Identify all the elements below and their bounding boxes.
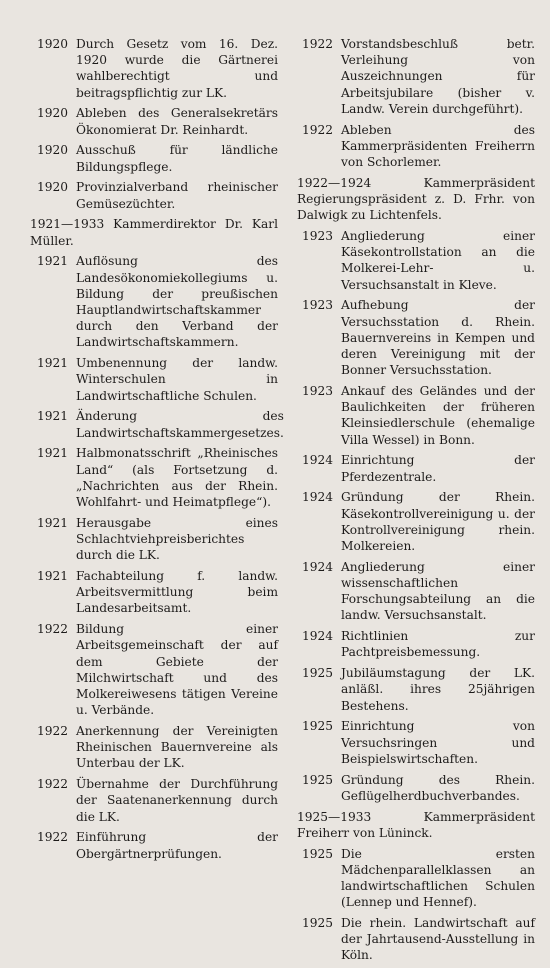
entry-year: 1922 xyxy=(36,724,68,739)
chronology-entry xyxy=(285,297,535,378)
entry-text: 1922—1924 Kammerpräsident Regierungspräsident z. D. Frhr. von Dalwigk zu Lichtenfels. xyxy=(297,175,535,223)
chronology-entry xyxy=(20,723,278,772)
chronology-entry xyxy=(20,142,278,174)
entry-year: 1925 xyxy=(301,916,333,931)
entry-year: 1920 xyxy=(36,143,68,158)
entry-text: Angliederung einer Käsekontrollstation an die Molkerei-Lehr- u. Versuchsanstalt in Kleve. xyxy=(341,229,535,292)
entry-year: 1921 xyxy=(36,409,68,424)
entry-year: 1923 xyxy=(301,229,333,244)
entry-text: Durch Gesetz vom 16. Dez. 1920 wurde die Gärtnerei wahlberechtigt und beitragspflichtig zur LK. xyxy=(76,37,278,100)
entry-year: 1921 xyxy=(36,569,68,584)
entry-text: Ableben des Generalsekretärs Ökonomierat Dr. Reinhardt. xyxy=(76,106,278,137)
entry-text: Die ersten Mädchenparallelklassen an landwirtschaftlichen Schulen (Lennep und Hennef). xyxy=(341,846,535,910)
chronology-entry xyxy=(20,253,278,350)
entry-text: Die rhein. Landwirtschaft auf der Jahrtausend-Ausstellung in Köln. xyxy=(341,916,535,963)
entry-year: 1924 xyxy=(301,453,333,468)
entry-text: Halbmonatsschrift „Rheinisches Land“ (als Fortsetzung d. „Nachrichten aus der Rhein. Wohlfahrt- und Heimatpflege“). xyxy=(76,446,278,510)
entry-text: Gründung der Rhein. Käsekontrollvereinigung u. der Kontrollvereinigung rhein. Molkereien. xyxy=(341,490,535,554)
chronology-entry xyxy=(20,408,284,440)
entry-year: 1924 xyxy=(301,629,333,644)
chronology-entry xyxy=(285,809,535,841)
chronology-entry xyxy=(20,216,278,248)
entry-text: Richtlinien zur Pachtpreisbemessung. xyxy=(341,629,535,660)
entry-text: Provinzialverband rheinischer Gemüsezüchter. xyxy=(76,180,278,211)
entry-year: 1921 xyxy=(36,356,68,371)
entry-text: Angliederung einer wissenschaftlichen Forschungsabteilung an die landw. Versuchsanstalt. xyxy=(341,559,535,623)
entry-year: 1925 xyxy=(301,666,333,681)
chronology-entry xyxy=(20,179,278,211)
entry-text: Übernahme der Durchführung der Saatenanerkennung durch die LK. xyxy=(76,777,278,824)
chronology-entry xyxy=(285,772,535,804)
entry-year: 1925 xyxy=(301,719,333,734)
entry-text: 1921—1933 Kammerdirektor Dr. Karl Müller. xyxy=(30,217,278,248)
chronology-entry xyxy=(20,515,278,564)
entry-text: Gründung des Rhein. Geflügelherdbuchverbandes. xyxy=(341,772,535,803)
entry-year: 1922 xyxy=(36,622,68,637)
entry-text: Aufhebung der Versuchsstation d. Rhein. Bauernvereins in Kempen und deren Vereinigung mit der Bonner Versuchsstation. xyxy=(341,298,535,378)
entry-year: 1922 xyxy=(36,830,68,845)
entry-text: Bildung einer Arbeitsgemeinschaft der auf dem Gebiete der Milchwirtschaft und des Molkereiwesens tätigen Vereine u. Verbände. xyxy=(76,622,278,718)
chronology-entry xyxy=(20,568,278,617)
entry-text: Vorstandsbeschluß betr. Verleihung von Auszeichnungen für Arbeitsjubilare (bisher v. Landw. Verein durchgeführt). xyxy=(341,37,535,116)
chronology-entry xyxy=(285,122,535,171)
entry-year: 1925 xyxy=(301,846,333,861)
left-column xyxy=(20,36,284,866)
entry-text: Fachabteilung f. landw. Arbeitsvermittlung beim Landesarbeitsamt. xyxy=(76,569,278,616)
chronology-entry xyxy=(20,36,278,101)
chronology-entry xyxy=(285,628,535,660)
entry-year: 1923 xyxy=(301,384,333,399)
entry-year: 1920 xyxy=(36,106,68,121)
entry-year: 1923 xyxy=(301,298,333,313)
entry-year: 1921 xyxy=(36,446,68,461)
chronology-entry xyxy=(285,383,535,448)
chronology-entry xyxy=(20,829,278,861)
entry-year: 1922 xyxy=(36,777,68,792)
entry-text: Umbenennung der landw. Winterschulen in Landwirtschaftliche Schulen. xyxy=(76,356,278,403)
chronology-entry xyxy=(285,718,535,767)
entry-text: Anerkennung der Vereinigten Rheinischen Bauernvereine als Unterbau der LK. xyxy=(76,724,278,771)
entry-year: 1925 xyxy=(301,772,333,787)
entry-text: Ankauf des Geländes und der Baulichkeiten der früheren Kleinsiedlerschule (ehemalige Villa Wessel) in Bonn. xyxy=(341,384,535,447)
entry-text: Einrichtung der Pferdezentrale. xyxy=(341,453,535,484)
entry-text: Jubiläumstagung der LK. anläßl. ihres 25jährigen Bestehens. xyxy=(341,666,535,713)
right-column xyxy=(285,36,535,968)
entry-year: 1922 xyxy=(301,122,333,137)
entry-year: 1924 xyxy=(301,559,333,574)
chronology-entry xyxy=(20,105,278,137)
entry-year: 1920 xyxy=(36,37,68,51)
entry-text: Ableben des Kammerpräsidenten Freiherrn von Schorlemer. xyxy=(341,122,535,170)
chronology-entry xyxy=(285,228,535,293)
chronology-entry xyxy=(285,36,535,117)
chronology-entry xyxy=(285,915,535,964)
entry-text: Änderung des Landwirtschaftskammergesetzes. xyxy=(76,409,284,440)
chronology-entry xyxy=(20,355,278,404)
entry-year: 1920 xyxy=(36,180,68,195)
entry-text: Einführung der Obergärtnerprüfungen. xyxy=(76,830,278,861)
entry-text: Auflösung des Landesökonomiekollegiums u. Bildung der preußischen Hauptlandwirtschaftskammer durch den Verband der Landwirtschaftskammern. xyxy=(76,254,278,350)
chronology-entry xyxy=(285,452,535,484)
chronology-entry xyxy=(285,846,535,911)
entry-text: 1925—1933 Kammerpräsident Freiherr von Lüninck. xyxy=(297,809,535,840)
chronology-entry xyxy=(285,175,535,224)
chronology-entry xyxy=(285,489,535,554)
entry-year: 1921 xyxy=(36,515,68,530)
entry-text: Einrichtung von Versuchsringen und Beispielswirtschaften. xyxy=(341,719,535,766)
entry-text: Ausschuß für ländliche Bildungspflege. xyxy=(76,143,278,174)
chronology-entry xyxy=(20,445,278,510)
entry-text: Herausgabe eines Schlachtviehpreisberichtes durch die LK. xyxy=(76,515,278,563)
chronology-entry xyxy=(285,559,535,624)
chronology-entry xyxy=(20,776,278,825)
chronology-entry xyxy=(285,665,535,714)
entry-year: 1921 xyxy=(36,254,68,269)
chronology-entry xyxy=(20,621,278,718)
entry-year: 1924 xyxy=(301,490,333,505)
entry-year: 1922 xyxy=(301,37,333,51)
